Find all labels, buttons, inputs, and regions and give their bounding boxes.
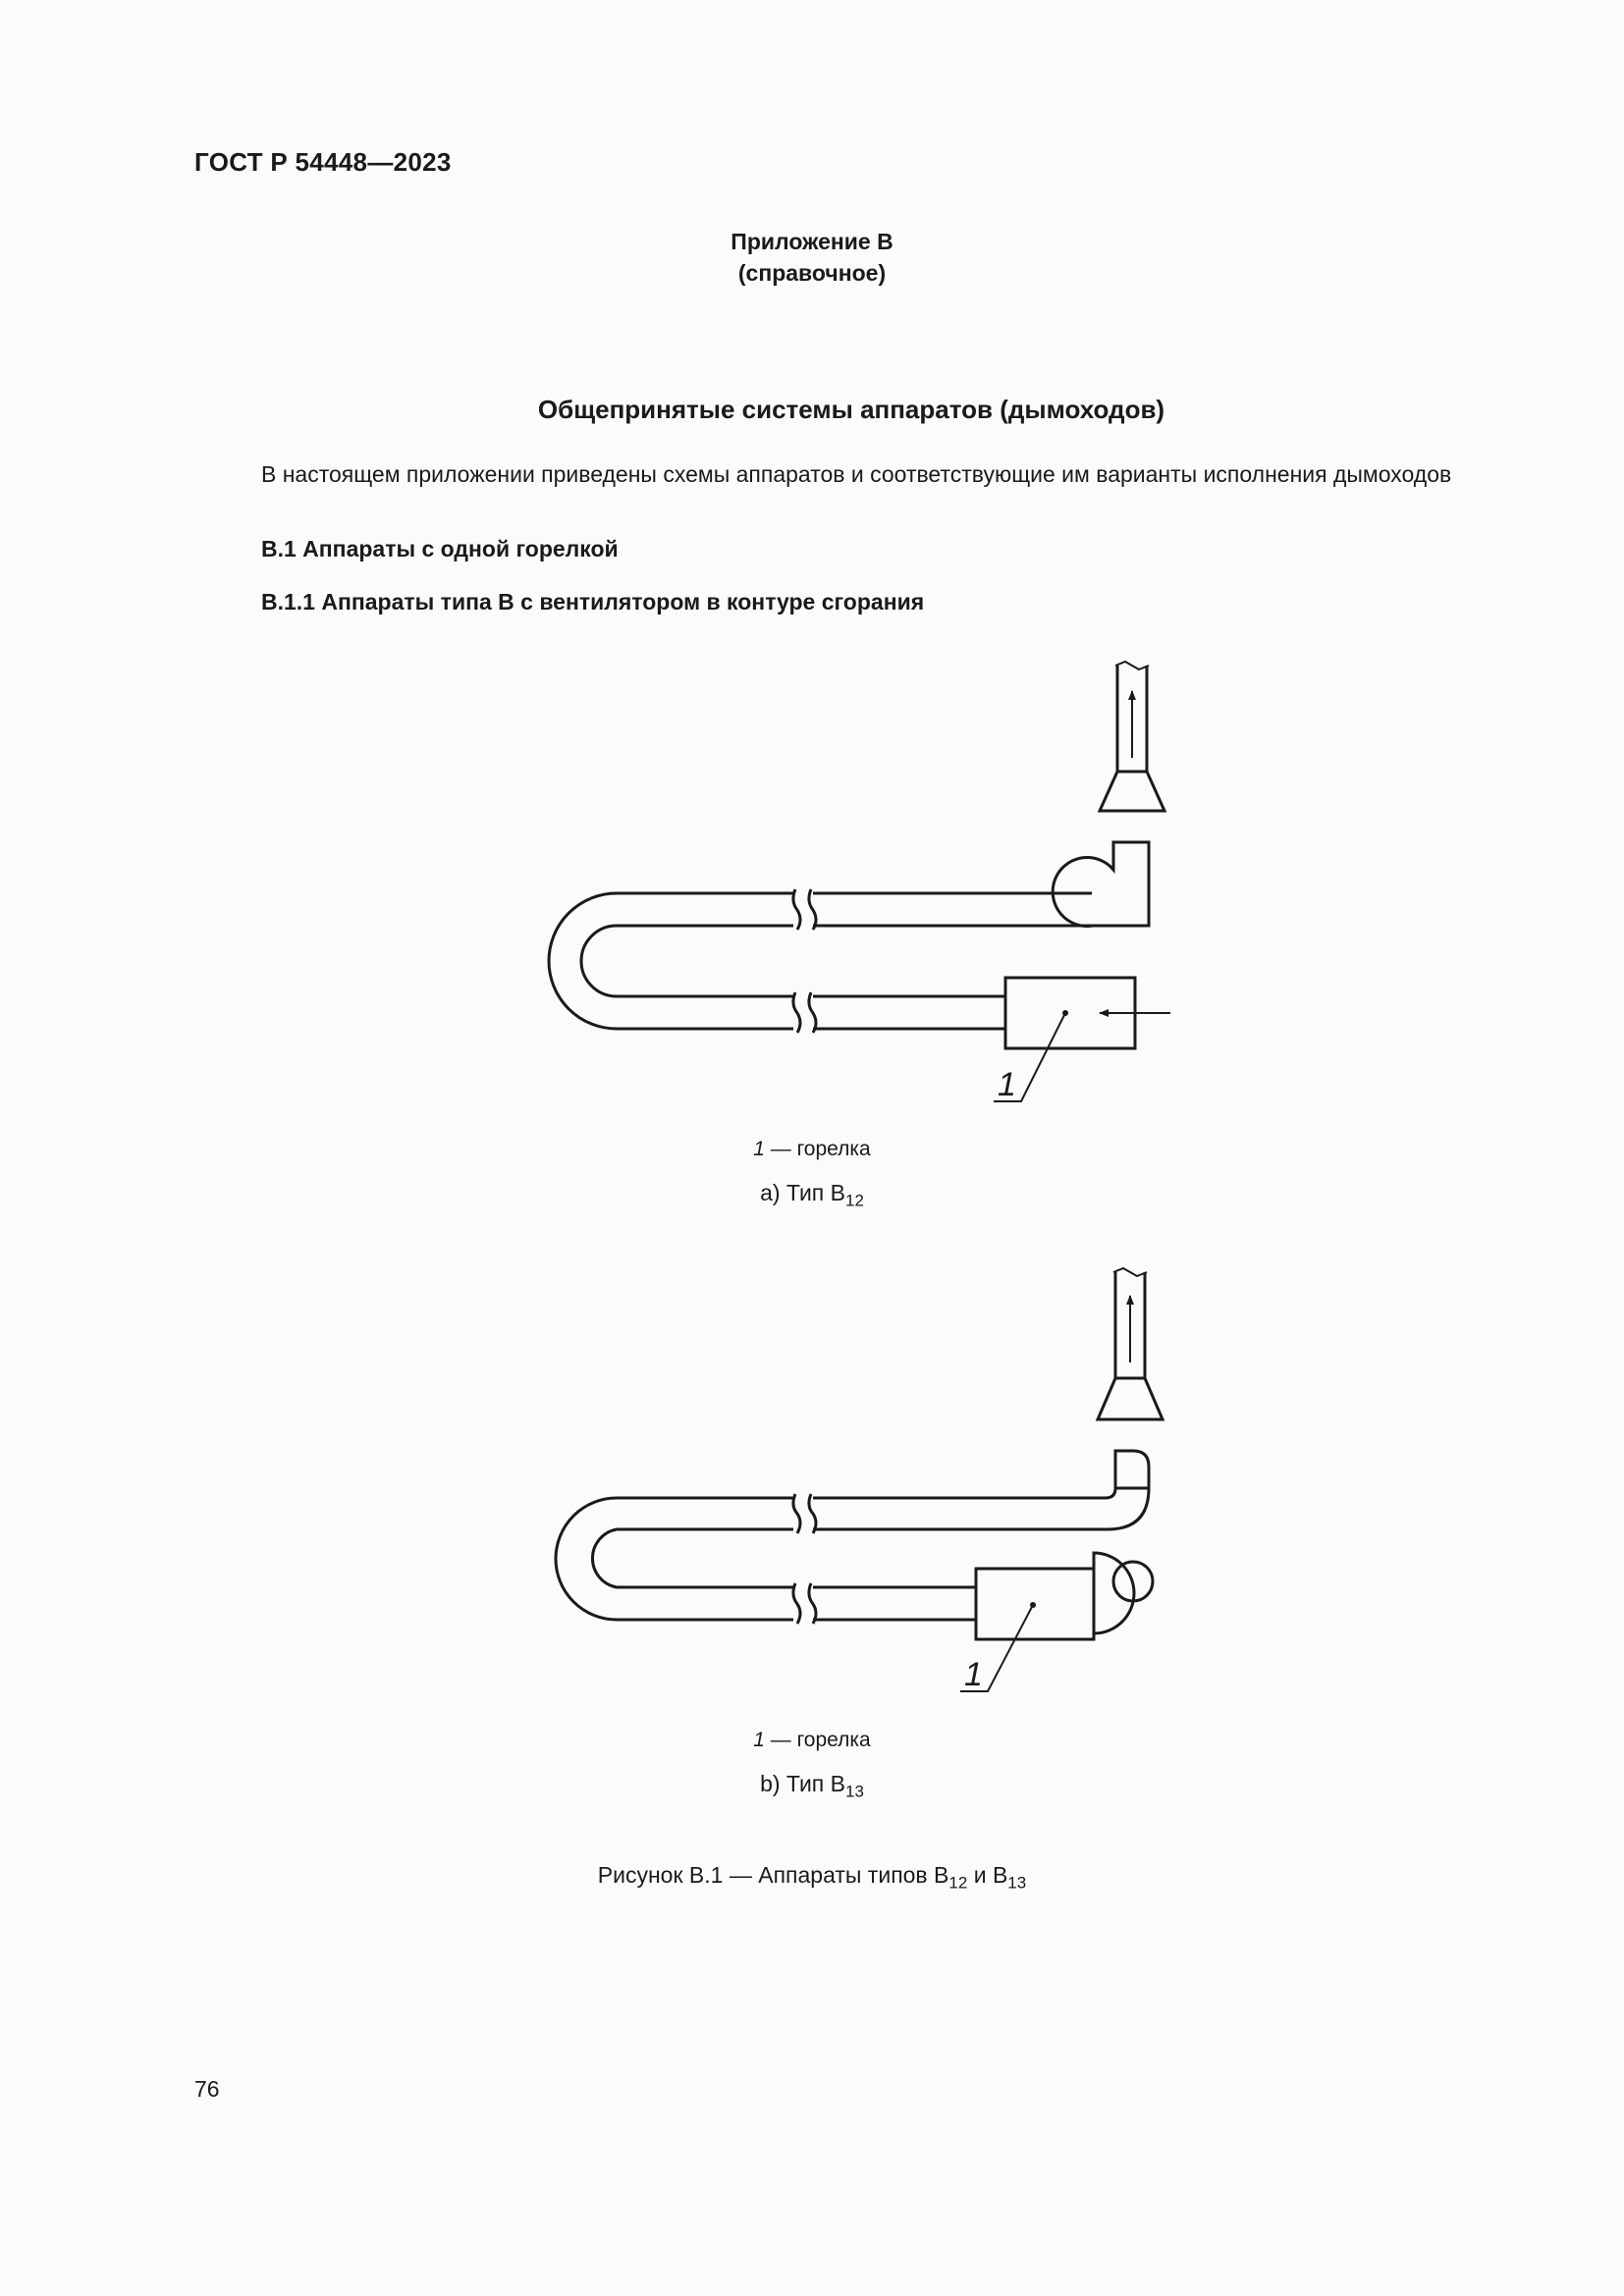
fan-casing	[1094, 1553, 1134, 1633]
figure-caption	[0, 1862, 1624, 1894]
diagram-type-b13	[0, 1256, 1624, 1728]
draught-diverter	[1100, 772, 1164, 811]
callout-label: 1	[964, 1656, 983, 1693]
diagram-type-b12	[0, 648, 1624, 1119]
figure-caption-sub2: 13	[1007, 1873, 1027, 1893]
legend-b	[0, 1729, 1624, 1752]
page-number: 76	[194, 2076, 220, 2102]
callout-label: 1	[998, 1066, 1016, 1103]
fan-elbow	[1053, 842, 1149, 926]
caption-a-text: а) Тип В	[760, 1180, 845, 1205]
draught-diverter	[1098, 1378, 1163, 1419]
standard-number: ГОСТ Р 54448—2023	[194, 147, 452, 177]
legend-a-number: 1	[753, 1138, 765, 1160]
figure-caption-text: Рисунок В.1 — Аппараты типов В	[597, 1862, 949, 1888]
caption-b	[0, 1771, 1624, 1802]
caption-b-text: b) Тип В	[760, 1771, 845, 1796]
legend-b-text: — горелка	[764, 1729, 871, 1751]
heading-b1: В.1 Аппараты с одной горелкой	[261, 536, 619, 561]
legend-b-number: 1	[753, 1729, 765, 1751]
flue-elbow	[1115, 1451, 1149, 1488]
figure-caption-mid: и В	[967, 1862, 1008, 1888]
intro-paragraph: В настоящем приложении приведены схемы аппаратов и соответствующие им варианты исполнения дымоходов	[261, 461, 1452, 487]
heading-b11: В.1.1 Аппараты типа В с вентилятором в контуре сгорания	[261, 589, 925, 614]
caption-a-subscript: 12	[845, 1191, 864, 1210]
section-title: Общепринятые системы аппаратов (дымоходов)	[537, 395, 1165, 424]
appendix-subtitle: (справочное)	[737, 260, 887, 286]
legend-a	[0, 1138, 1624, 1161]
u-bend-duct	[549, 893, 793, 1029]
u-bend-duct	[556, 1498, 793, 1620]
appendix-heading	[0, 226, 1624, 289]
caption-b-subscript: 13	[845, 1782, 864, 1801]
legend-a-text: — горелка	[764, 1138, 871, 1160]
figure-caption-sub1: 12	[948, 1873, 968, 1893]
caption-a	[0, 1180, 1624, 1211]
appendix-title: Приложение В	[731, 229, 893, 254]
